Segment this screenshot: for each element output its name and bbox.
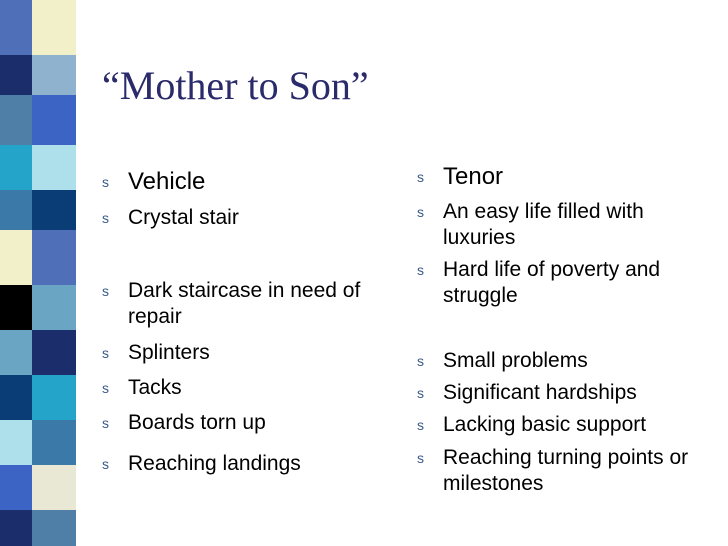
mosaic-tile (32, 285, 76, 330)
vehicle-item-text: Dark staircase in need of repair (128, 279, 361, 328)
tenor-heading (417, 163, 713, 190)
bullet-marker: s (417, 353, 424, 369)
bullet-marker: s (417, 262, 424, 278)
mosaic-tile (0, 510, 32, 546)
bullet-marker: s (102, 210, 109, 226)
vehicle-item (102, 278, 378, 330)
vehicle-item-text: Tacks (128, 376, 182, 399)
vehicle-heading-text: Vehicle (128, 168, 206, 195)
slide-title: “Mother to Son” (102, 63, 369, 108)
mosaic-tile (0, 375, 32, 420)
bullet-marker: s (417, 450, 424, 466)
bullet-marker: s (417, 169, 424, 185)
vehicle-item-text: Boards torn up (128, 411, 266, 434)
vehicle-item-text: Reaching landings (128, 452, 301, 475)
mosaic-tile (32, 465, 76, 510)
bullet-marker: s (102, 283, 109, 299)
mosaic-tile (32, 420, 76, 465)
tenor-item-text: Hard life of poverty and struggle (443, 258, 661, 307)
tenor-item-text: Significant hardships (443, 381, 637, 404)
mosaic-tile (32, 230, 76, 285)
decorative-mosaic-strip (0, 0, 80, 546)
bullet-marker: s (417, 204, 424, 220)
tenor-item (417, 199, 708, 251)
mosaic-tile (32, 375, 76, 420)
bullet-marker: s (102, 345, 109, 361)
tenor-item-text: Small problems (443, 349, 588, 372)
tenor-item (417, 380, 708, 406)
mosaic-tile (0, 0, 32, 55)
tenor-item-text: Reaching turning points or milestones (443, 446, 689, 495)
tenor-item (417, 412, 708, 438)
tenor-heading-text: Tenor (443, 163, 504, 190)
mosaic-tile (32, 95, 76, 145)
mosaic-tile (32, 330, 76, 375)
bullet-marker: s (417, 385, 424, 401)
mosaic-tile (0, 465, 32, 510)
tenor-item (417, 257, 708, 309)
bullet-marker: s (102, 415, 109, 431)
vehicle-item (102, 340, 388, 366)
tenor-item-text: An easy life filled with luxuries (443, 200, 644, 249)
mosaic-tile (0, 55, 32, 95)
vehicle-item-text: Crystal stair (128, 206, 239, 229)
mosaic-tile (0, 285, 32, 330)
mosaic-tile (0, 230, 32, 285)
vehicle-item (102, 205, 388, 231)
tenor-item (417, 348, 708, 374)
mosaic-tile (32, 145, 76, 190)
mosaic-tile (32, 0, 76, 55)
mosaic-tile (0, 420, 32, 465)
mosaic-tile (0, 95, 32, 145)
tenor-item (417, 445, 708, 497)
vehicle-item (102, 451, 388, 477)
tenor-item-text: Lacking basic support (443, 413, 647, 436)
bullet-marker: s (102, 174, 109, 190)
mosaic-tile (32, 55, 76, 95)
vehicle-item (102, 375, 388, 401)
bullet-marker: s (102, 380, 109, 396)
vehicle-heading (102, 168, 388, 195)
mosaic-tile (32, 190, 76, 230)
mosaic-tile (0, 190, 32, 230)
bullet-marker: s (102, 456, 109, 472)
vehicle-item-text: Splinters (128, 341, 210, 364)
vehicle-item (102, 410, 388, 436)
bullet-marker: s (417, 417, 424, 433)
mosaic-tile (0, 330, 32, 375)
mosaic-tile (32, 510, 76, 546)
mosaic-tile (0, 145, 32, 190)
